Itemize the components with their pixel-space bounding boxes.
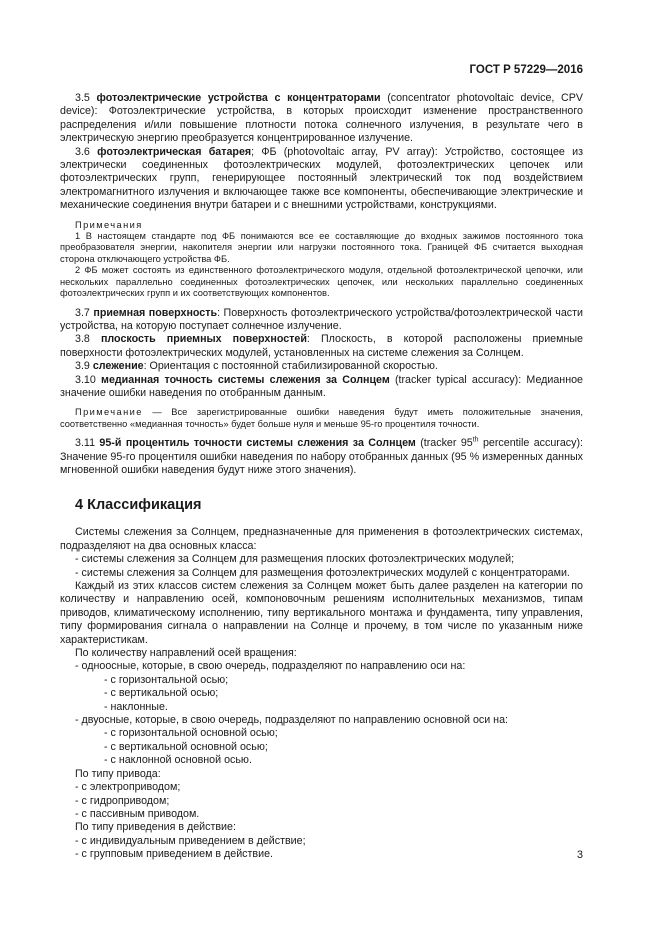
list-item: - с горизонтальной осью;	[104, 673, 229, 686]
paragraph: Каждый из этих классов систем слежения за Солнцем может быть далее разделен на категории по количеству и направлению осей, компоновочным решениям исполнительных механизмов, типам приводов, климатическому исполнению, типу вертикального монтажа и фундамента, типу управления, типу формирования сигнала о направлении на Солнце и прочему, в том числе по указанным ниже характеристикам.	[60, 580, 583, 646]
list-item: - двуосные, которые, в свою очередь, подразделяют по направлению основной оси на:	[75, 714, 508, 727]
page-number: 3	[576, 849, 583, 861]
note-2: 2 ФБ может состоять из единственного фотоэлектрического модуля, отдельной фотоэлектрической цепочки, или нескольких параллельно соединенных фотоэлектрических цепочек, или нескольких параллельно соединенных фотоэлектрических групп и их соответствующих компонентов.	[60, 265, 583, 299]
definition-3-6: 3.6 фотоэлектрическая батарея; ФБ (photovoltaic array, PV array): Устройство, состоящее из электрически соединенных фотоэлектрических модулей, фотоэлектрических цепочек или фотоэлектрических групп, генерирующее постоянный электрический ток под воздействием электромагнитного излучения и включающее также все компоненты, обеспечивающие электрические и механические соединения внутри батареи и с внешними устройствами, конструкциями.	[60, 145, 583, 212]
list-item: - системы слежения за Солнцем для размещения плоских фотоэлектрических модулей;	[75, 553, 515, 566]
list-item: - одноосные, которые, в свою очередь, подразделяют по направлению оси на:	[75, 660, 466, 673]
list-item: - с вертикальной осью;	[104, 687, 219, 700]
paragraph: Системы слежения за Солнцем, предназначенные для применения в фотоэлектрических системах, подразделяют на два основных класса:	[60, 526, 583, 552]
note-label: Примечание	[75, 407, 143, 418]
list-item: - системы слежения за Солнцем для размещения фотоэлектрических модулей с концентраторами.	[75, 566, 570, 579]
section-heading: 4 Классификация	[75, 497, 202, 514]
paragraph: По количеству направлений осей вращения:	[75, 647, 297, 660]
term: медианная точность системы слежения за Солнцем	[101, 373, 390, 386]
definition-3-7: 3.7 приемная поверхность: Поверхность фотоэлектрического устройства/фотоэлектрической части устройства, на которую поступает солнечное излучение.	[60, 306, 583, 332]
list-item: - с групповым приведением в действие.	[75, 848, 273, 861]
paragraph: По типу приведения в действие:	[75, 821, 236, 834]
notes-heading: Примечания	[75, 219, 143, 230]
list-item: - с наклонной основной осью.	[104, 754, 252, 767]
note-3-10: Примечание — Все зарегистрированные ошибки наведения будут иметь положительные значения, соответственно «медианная точность» будет больше нуля и меньше 95-го процентиля точности.	[60, 407, 583, 429]
standard-designation: ГОСТ Р 57229—2016	[469, 64, 583, 76]
section-body	[60, 526, 583, 861]
term: фотоэлектрические устройства с концентраторами	[96, 92, 381, 104]
definition-3-8: 3.8 плоскость приемных поверхностей: Плоскость, в которой расположены приемные поверхности фотоэлектрических модулей, установленных на системе слежения за Солнцем.	[60, 333, 583, 359]
list-item: - с индивидуальным приведением в действие;	[75, 834, 306, 847]
term: приемная поверхность	[93, 306, 218, 319]
note-1: 1 В настоящем стандарте под ФБ понимаются все ее составляющие до входных зажимов постоянного тока преобразователя энергии, накопителя энергии или нагрузки постоянного тока. Границей ФБ считается выходная сторона отключающего устройства ФБ.	[60, 231, 583, 264]
list-item: - с гидроприводом;	[75, 794, 170, 807]
term: фотоэлектрическая батарея	[97, 145, 252, 158]
list-item: - с вертикальной основной осью;	[104, 740, 268, 753]
list-item: - наклонные.	[104, 700, 168, 713]
definition-3-5: 3.5 фотоэлектрические устройства с концентраторами (concentrator photovoltaic device, CPV device): Фотоэлектрические устройства, в которых происходит изменение пространственного распределения и/или повышение плотности потока солнечного излучения, в результате чего в электрическую энергию преобразуется концентрированное излучение.	[60, 92, 583, 145]
term: плоскость приемных поверхностей	[100, 333, 307, 346]
definition-3-11: 3.11 95-й процентиль точности системы слежения за Солнцем (tracker 95th percentile accuracy): Значение 95-го процентиля ошибки наведения по набору отобранных данных (95 % измеренных данных мгновенной ошибки наведения будут ниже этого значения).	[60, 436, 583, 476]
list-item: - с горизонтальной основной осью;	[104, 727, 278, 740]
definition-3-10: 3.10 медианная точность системы слежения за Солнцем (tracker typical accuracy): Медианное значение ошибки наведения по отобранным данным.	[60, 373, 584, 399]
definition-3-9: 3.9 слежение: Ориентация с постоянной стабилизированной скоростью.	[75, 360, 438, 373]
term: слежение	[92, 360, 144, 373]
list-item: - с пассивным приводом.	[75, 807, 200, 820]
paragraph: По типу привода:	[75, 767, 161, 780]
term: 95-й процентиль точности системы слежения за Солнцем	[99, 437, 416, 450]
list-item: - с электроприводом;	[75, 781, 181, 794]
